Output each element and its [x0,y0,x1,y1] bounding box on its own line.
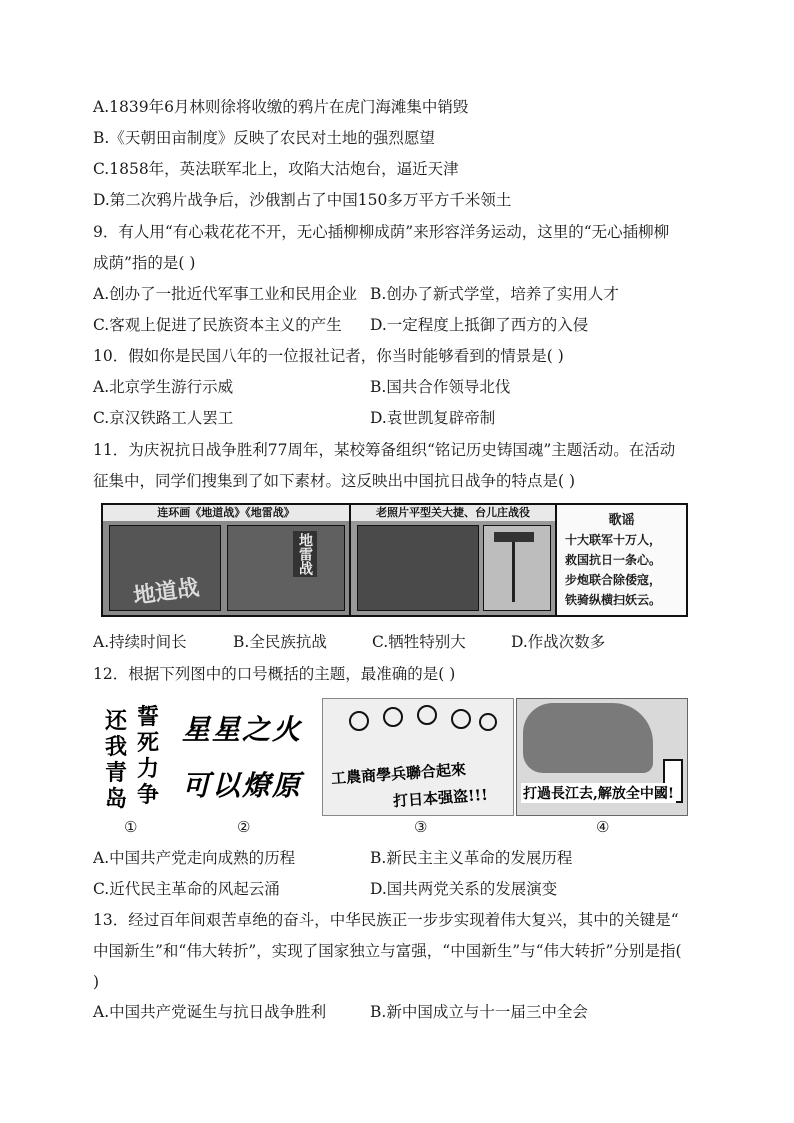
q8-option-d: D.第二次鸦片战争后，沙俄割占了中国150多万平方千米领土 [93,191,512,209]
q9-option-b: B.创办了新式学堂，培养了实用人才 [370,285,619,303]
q12-img1-char: 争 [137,782,160,808]
q11-comic-art-left: 地道战 [131,574,201,610]
q11-comic-art-right: 地雷战 [293,531,317,577]
q11-panel-photos [351,505,557,615]
q13-option-a: A.中国共产党诞生与抗日战争胜利 [93,1003,327,1021]
q11-photo-battle [357,525,479,611]
q11-option-d: D.作战次数多 [511,633,606,651]
q12-img4-slogan: 打過長江去,解放全中國! [521,783,676,803]
q11-comic-frame-right [227,525,345,611]
q11-option-b: B.全民族抗战 [233,633,327,651]
q10-option-d: D.袁世凯复辟帝制 [370,409,496,427]
q10-option-b: B.国共合作领导北伐 [370,378,511,396]
q9-option-c: C.客观上促进了民族资本主义的产生 [93,316,342,334]
q11-song-title: 歌谣 [608,513,635,528]
q12-option-d: D.国共两党关系的发展演变 [370,880,558,898]
q11-song-line-4: 铁骑纵横扫妖云。 [565,593,662,607]
q12-img1-char: 岛 [105,786,128,812]
q12-image-1 [101,700,171,812]
q11-option-c: C.牺牲特别大 [372,633,466,651]
q10-stem: 10．假如你是民国八年的一位报社记者，你当时能够看到的情景是( ) [93,347,564,365]
q13-option-b: B.新中国成立与十一届三中全会 [370,1003,588,1021]
q12-stem: 12．根据下列图中的口号概括的主题，最准确的是( ) [93,665,456,683]
q12-img3-line-1: 工農商學兵聯合起來 [330,760,467,788]
q12-img1-char: 青 [105,760,128,786]
q12-option-b: B.新民主主义革命的发展历程 [370,849,573,867]
q11-stem-line2: 征集中，同学们搜集到了如下素材。这反映出中国抗日战争的特点是( ) [93,472,576,490]
q11-panel-comic [103,505,351,615]
q12-label-3: ③ [414,818,428,836]
q13-stem-line2: 中国新生”和“伟大转折”，实现了国家独立与富强，“中国新生”与“伟大转折”分别是指( [93,942,682,960]
q12-option-a: A.中国共产党走向成熟的历程 [93,849,296,867]
q12-label-4: ④ [596,818,610,836]
q11-song-line-2: 救国抗日一条心。 [565,553,662,567]
q12-img2-line-1: 星星之火 [182,713,303,746]
q12-option-c: C.近代民主革命的风起云涌 [93,880,280,898]
q11-panel-song [557,505,686,615]
q9-option-d: D.一定程度上抵御了西方的入侵 [370,316,589,334]
q12-image-3 [322,698,514,816]
q11-song-line-1: 十大联军十万人， [565,533,662,547]
q12-img1-char: 力 [137,756,160,782]
q8-option-c: C.1858年，英法联军北上，攻陷大沽炮台，逼近天津 [93,160,459,178]
q12-img2-line-2: 可以燎原 [182,769,303,802]
q11-stem-line1: 11．为庆祝抗日战争胜利77周年，某校筹备组织“铭记历史铸国魂”主题活动。在活动 [93,441,676,459]
q12-img4-crowd [523,703,653,773]
q12-img1-char: 还 [105,708,128,734]
q12-label-2: ② [237,818,251,836]
q13-stem-line3: ) [93,973,100,991]
q8-option-b: B.《天朝田亩制度》反映了农民对土地的强烈愿望 [93,129,435,147]
q11-material-image [101,503,688,617]
q8-option-a: A.1839年6月林则徐将收缴的鸦片在虎门海滩集中销毁 [93,98,469,116]
q10-option-a: A.北京学生游行示威 [93,378,234,396]
q9-option-a: A.创办了一批近代军事工业和民用企业 [93,285,358,303]
q10-option-c: C.京汉铁路工人罢工 [93,409,234,427]
q12-img3-figures [343,705,493,745]
q12-image-4 [516,698,688,816]
q11-option-a: A.持续时间长 [93,633,187,651]
q13-stem-line1: 13．经过百年间艰苦卓绝的奋斗，中华民族正一步步实现着伟大复兴，其中的关键是“ [93,911,679,929]
q11-panel2-caption: 老照片平型关大捷、台儿庄战役 [351,505,555,521]
q11-song-line-3: 步炮联合除倭寇， [565,573,662,587]
q9-stem-line2: 成荫”指的是( ) [93,254,196,272]
q12-img1-char: 我 [105,734,128,760]
q12-image-2 [178,700,316,812]
q12-img3-line-2: 打日本强盗!!! [392,785,489,811]
q12-img1-char: 誓 [137,704,160,730]
q11-panel1-caption: 连环画《地道战》《地雷战》 [103,505,349,521]
q12-label-1: ① [124,818,138,836]
q9-stem-line1: 9．有人用“有心栽花花不开，无心插柳柳成荫”来形容洋务运动，这里的“无心插柳柳 [93,223,670,241]
q12-img1-char: 死 [137,730,160,756]
q11-photo-street [483,525,551,611]
